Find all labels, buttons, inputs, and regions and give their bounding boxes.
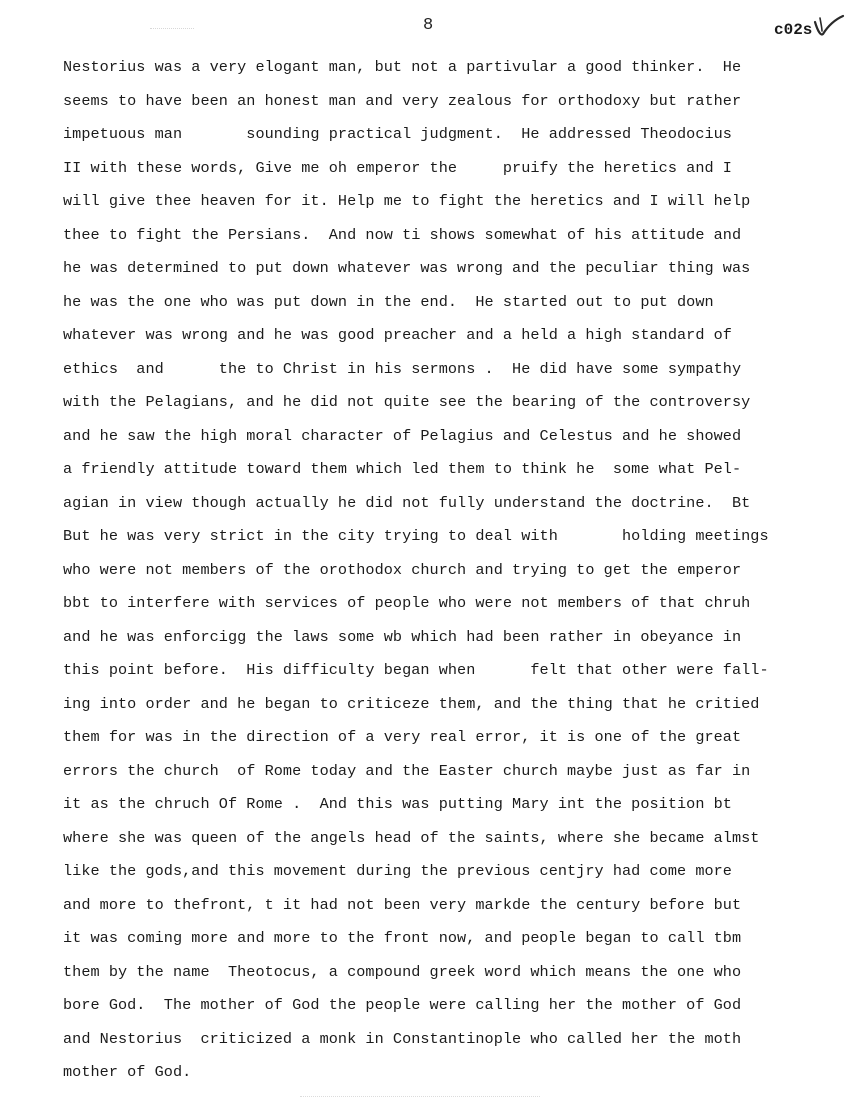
text-line: this point before. His difficulty began when felt that other were fall- <box>63 661 769 679</box>
text-line: impetuous man sounding practical judgment. He addressed Theodocius <box>63 125 732 143</box>
text-line: with the Pelagians, and he did not quite see the bearing of the controversy <box>63 393 751 411</box>
text-line: it as the chruch Of Rome . And this was putting Mary int the position bt <box>63 795 732 813</box>
text-line: them for was in the direction of a very real error, it is one of the great <box>63 728 742 746</box>
check-mark-icon <box>812 14 846 42</box>
text-line: he was determined to put down whatever was wrong and the peculiar thing was <box>63 259 751 277</box>
text-line: will give thee heaven for it. Help me to fight the heretics and I will help <box>63 192 751 210</box>
text-line: who were not members of the orothodox church and trying to get the emperor <box>63 560 742 579</box>
text-line: and he saw the high moral character of Pelagius and Celestus and he showed <box>63 426 742 445</box>
text-line: bbt to interfere with services of people who were not members of that chruh <box>63 594 751 612</box>
text-line: thee to fight the Persians. And now ti shows somewhat of his attitude and <box>63 225 742 244</box>
scan-smudge <box>300 1096 540 1098</box>
text-line: and he was enforcigg the laws some wb which had been rather in obeyance in <box>63 627 742 646</box>
reference-code: c02s <box>774 21 813 39</box>
text-line: Nestorius was a very elogant man, but not a partivular a good thinker. He <box>63 58 742 76</box>
text-line: and Nestorius criticized a monk in Constantinople who called her the moth <box>63 1029 742 1048</box>
page-number: 8 <box>423 16 434 35</box>
text-line: agian in view though actually he did not fully understand the doctrine. Bt <box>63 493 751 512</box>
scan-smudge <box>150 28 194 30</box>
text-line: ing into order and he began to criticeze them, and the thing that he critied <box>63 694 760 713</box>
body-text <box>63 51 852 1090</box>
text-line: it was coming more and more to the front now, and people began to call tbm <box>63 929 742 947</box>
text-line: a friendly attitude toward them which led them to think he some what Pel- <box>63 460 742 478</box>
text-line: where she was queen of the angels head of the saints, where she became almst <box>63 828 760 847</box>
text-line: But he was very strict in the city trying to deal with holding meetings <box>63 527 769 545</box>
text-line: bore God. The mother of God the people were calling her the mother of God <box>63 996 742 1014</box>
text-line: mother of God. <box>63 1063 192 1081</box>
text-line: errors the church of Rome today and the Easter church maybe just as far in <box>63 761 751 780</box>
text-line: them by the name Theotocus, a compound greek word which means the one who <box>63 962 742 981</box>
text-line: II with these words, Give me oh emperor the pruify the heretics and I <box>63 158 732 177</box>
text-line: he was the one who was put down in the end. He started out to put down <box>63 292 714 311</box>
text-line: whatever was wrong and he was good preacher and a held a high standard of <box>63 326 732 344</box>
text-line: seems to have been an honest man and very zealous for orthodoxy but rather <box>63 91 742 110</box>
text-line: like the gods,and this movement during the previous centjry had come more <box>63 862 732 880</box>
text-line: and more to thefront, t it had not been very markde the century before but <box>63 895 742 914</box>
text-line: ethics and the to Christ in his sermons . He did have some sympathy <box>63 359 742 378</box>
